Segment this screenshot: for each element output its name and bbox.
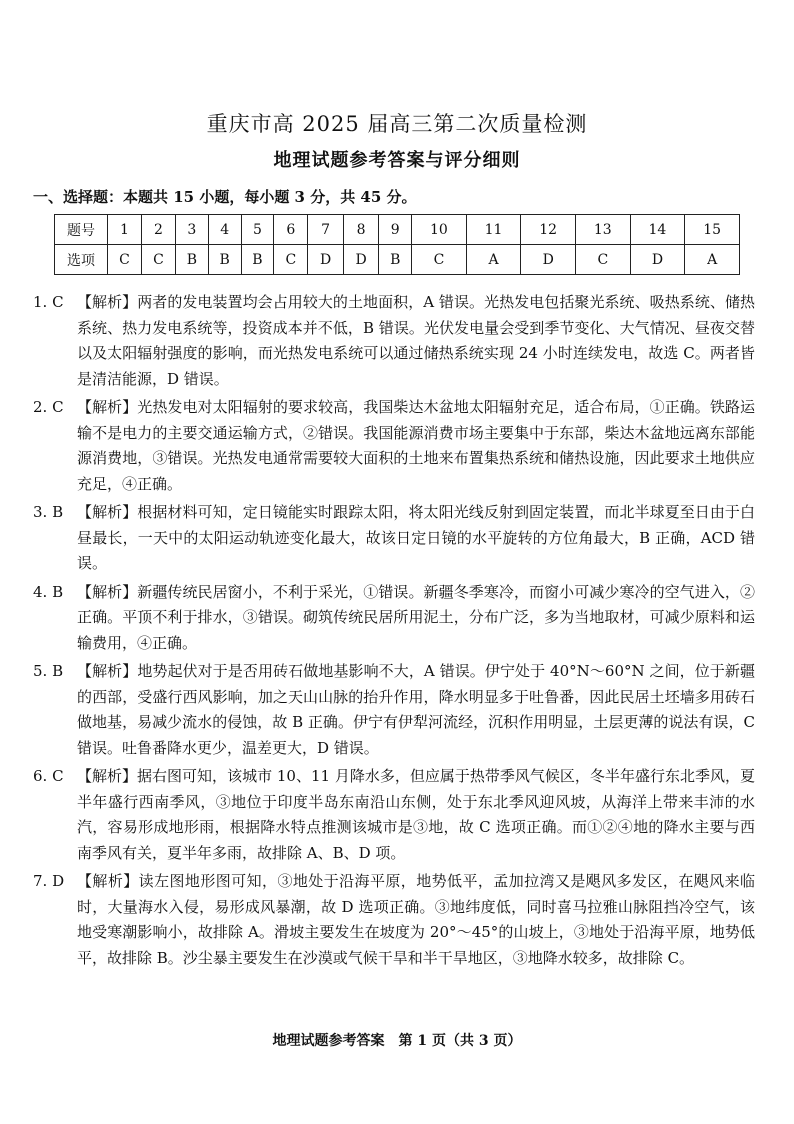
question-number-cell: 10 bbox=[412, 215, 467, 245]
question-number-cell: 3 bbox=[176, 215, 209, 245]
explanation-item bbox=[33, 395, 755, 497]
item-number: 5. B bbox=[33, 662, 64, 680]
answer-cell: D bbox=[308, 245, 344, 275]
explanation-item bbox=[33, 659, 755, 761]
answer-cell: B bbox=[379, 245, 412, 275]
item-text: 【解析】地势起伏对于是否用砖石做地基影响不大，A 错误。伊宁处于 40°N～60°N 之间，位于新疆的西部，受盛行西风影响，加之天山山脉的抬升作用，降水明显多于吐鲁番，因此民居土坯墙多用砖石做地基，易减少流水的侵蚀，故 B 正确。伊宁有伊犁河流经，沉积作用明显，土层更薄的说法有误，C 错误。吐鲁番降水更少，温差更大，D 错误。 bbox=[77, 662, 755, 757]
page-subtitle: 地理试题参考答案与评分细则 bbox=[273, 150, 521, 171]
answer-cell: C bbox=[412, 245, 467, 275]
explanation-item bbox=[33, 500, 755, 577]
answer-cell: A bbox=[466, 245, 521, 275]
question-number-cell: 2 bbox=[142, 215, 176, 245]
item-number: 7. D bbox=[33, 872, 65, 890]
explanation-item bbox=[33, 764, 755, 866]
explanation-item bbox=[33, 290, 755, 392]
answer-cell: D bbox=[630, 245, 685, 275]
question-number-cell: 12 bbox=[521, 215, 576, 245]
question-number-cell: 1 bbox=[108, 215, 142, 245]
item-number: 2. C bbox=[33, 398, 64, 416]
answer-cell: B bbox=[176, 245, 209, 275]
answer-cell: C bbox=[108, 245, 142, 275]
answer-table bbox=[54, 214, 740, 275]
item-number: 1. C bbox=[33, 293, 64, 311]
answer-cell: D bbox=[343, 245, 379, 275]
item-text: 【解析】新疆传统民居窗小，不利于采光，①错误。新疆冬季寒冷，而窗小可减少寒冷的空气进入，②正确。平顶不利于排水，③错误。砌筑传统民居所用泥土，分布广泛，多为当地取材，可减少原料和运输费用，④正确。 bbox=[77, 582, 755, 652]
explanation-list bbox=[33, 290, 755, 974]
item-text: 【解析】光热发电对太阳辐射的要求较高，我国柴达木盆地太阳辐射充足，适合布局，①正确。铁路运输不是电力的主要交通运输方式，②错误。我国能源消费市场主要集中于东部，柴达木盆地远离东部能源消费地，③错误。光热发电通常需要较大面积的土地来布置集热系统和储热设施，因此要求土地供应充足，④正确。 bbox=[77, 398, 755, 493]
question-number-cell: 13 bbox=[576, 215, 631, 245]
answer-cell: C bbox=[274, 245, 308, 275]
row-label: 题号 bbox=[55, 215, 108, 245]
question-number-cell: 11 bbox=[466, 215, 521, 245]
item-number: 3. B bbox=[33, 503, 64, 521]
question-number-cell: 8 bbox=[343, 215, 379, 245]
page-footer: 地理试题参考答案 第 1 页（共 3 页） bbox=[272, 1033, 522, 1049]
page-title: 重庆市高 2025 届高三第二次质量检测 bbox=[206, 112, 588, 136]
explanation-item bbox=[33, 580, 755, 657]
answer-cell: C bbox=[142, 245, 176, 275]
question-number-cell: 9 bbox=[379, 215, 412, 245]
item-text: 【解析】根据材料可知，定日镜能实时跟踪太阳，将太阳光线反射到固定装置，而北半球夏至日由于白昼最长，一天中的太阳运动轨迹变化最大，故该日定日镜的水平旋转的方位角最大，B 正确，ACD 错误。 bbox=[77, 503, 755, 572]
question-number-row bbox=[55, 215, 740, 245]
answer-row bbox=[55, 245, 740, 275]
answer-cell: A bbox=[685, 245, 740, 275]
question-number-cell: 15 bbox=[685, 215, 740, 245]
question-number-cell: 4 bbox=[208, 215, 241, 245]
question-number-cell: 5 bbox=[241, 215, 274, 245]
item-text: 【解析】据右图可知，该城市 10、11 月降水多，但应属于热带季风气候区，冬半年盛行东北季风，夏半年盛行西南季风，③地位于印度半岛东南沿山东侧，处于东北季风迎风坡，从海洋上带来丰沛的水汽，容易形成地形雨，根据降水特点推测该城市是③地，故 C 选项正确。而①②④地的降水主要与西南季风有关，夏半年多雨，故排除 A、B、D 项。 bbox=[77, 767, 755, 862]
item-text: 【解析】读左图地形图可知，③地处于沿海平原，地势低平，孟加拉湾又是飓风多发区，在飓风来临时，大量海水入侵，易形成风暴潮，故 D 选项正确。③地纬度低，同时喜马拉雅山脉阻挡冷空气，该地受寒潮影响小，故排除 A。滑坡主要发生在坡度为 20°～45°的山坡上，③地处于沿海平原，地势低平，故排除 B。沙尘暴主要发生在沙漠或气候干旱和半干旱地区，③地降水较多，故排除 C。 bbox=[77, 872, 755, 967]
item-number: 4. B bbox=[33, 582, 64, 601]
answer-cell: B bbox=[241, 245, 274, 275]
item-number: 6. C bbox=[33, 767, 64, 785]
explanation-item bbox=[33, 869, 755, 971]
question-number-cell: 14 bbox=[630, 215, 685, 245]
answer-cell: D bbox=[521, 245, 576, 275]
answer-cell: B bbox=[208, 245, 241, 275]
section-heading: 一、选择题：本题共 15 小题，每小题 3 分，共 45 分。 bbox=[33, 188, 417, 206]
question-number-cell: 7 bbox=[308, 215, 344, 245]
item-text: 【解析】两者的发电装置均会占用较大的土地面积，A 错误。光热发电包括聚光系统、吸热系统、储热系统、热力发电系统等，投资成本并不低，B 错误。光伏发电量会受到季节变化、大气情况、昼夜交替以及太阳辐射强度的影响，而光热发电系统可以通过储热系统实现 24 小时连续发电，故选 C。两者皆是清洁能源，D 错误。 bbox=[77, 293, 755, 388]
row-label: 选项 bbox=[55, 245, 108, 275]
answer-cell: C bbox=[576, 245, 631, 275]
question-number-cell: 6 bbox=[274, 215, 308, 245]
